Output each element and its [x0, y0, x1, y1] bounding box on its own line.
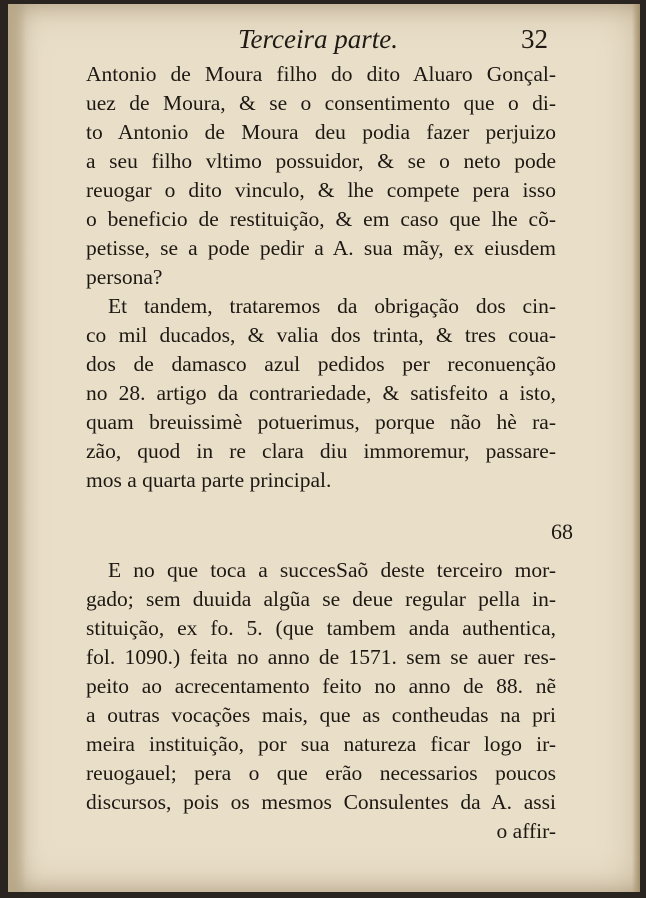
text-line: stituição, ex fo. 5. (que tambem anda authentica, — [86, 616, 556, 640]
text-line: reuogar o dito vinculo, & lhe compete pera isso — [86, 178, 556, 202]
text-line: peito ao acrecentamento feito no anno de 88. nẽ — [86, 674, 556, 698]
text-line: Antonio de Moura filho do dito Aluaro Gonçal- — [86, 62, 556, 86]
text-line: dos de damasco azul pedidos per reconuenção — [86, 352, 556, 376]
page-gutter-shadow — [8, 4, 26, 892]
text-line: zão, quod in re clara diu immoremur, passare- — [86, 439, 556, 463]
text-line: fol. 1090.) feita no anno de 1571. sem se auer res- — [86, 645, 556, 669]
text-line: quam breuissimè potuerimus, porque não hè ra- — [86, 410, 556, 434]
running-head: Terceira parte. — [238, 24, 398, 54]
text-line: a outras vocações mais, que as contheudas na pri — [86, 703, 556, 727]
page-number: 32 — [521, 24, 548, 54]
page-edge-shadow — [632, 4, 640, 892]
text-line: E no que toca a succesSaõ deste terceiro mor- — [108, 558, 556, 582]
text-line: mos a quarta parte principal. — [86, 468, 332, 492]
text-line: o beneficio de restituição, & em caso que lhe cõ- — [86, 207, 556, 231]
margin-note: 68 — [551, 519, 573, 544]
text-line: to Antonio de Moura deu podia fazer perjuizo — [86, 120, 556, 144]
text-line: uez de Moura, & se o consentimento que o di- — [86, 91, 556, 115]
text-line: gado; sem duuida algũa se deue regular pella in- — [86, 587, 556, 611]
book-page — [8, 4, 640, 892]
text-line: meira instituição, por sua natureza ficar logo ir- — [86, 732, 556, 756]
paragraph-2 — [86, 292, 556, 495]
text-line: petisse, se a pode pedir a A. sua mãy, ex eiusdem — [86, 236, 556, 260]
text-line: co mil ducados, & valia dos trinta, & tres coua- — [86, 323, 556, 347]
text-line: a seu filho vltimo possuidor, & se o neto pode — [86, 149, 556, 173]
paragraph-1 — [86, 60, 556, 292]
text-line: persona? — [86, 265, 163, 289]
text-line: discursos, pois os mesmos Consulentes da A. assi — [86, 790, 556, 814]
paragraph-3 — [86, 556, 556, 846]
page-header — [88, 24, 558, 58]
text-line: Et tandem, trataremos da obrigação dos cin- — [108, 294, 556, 318]
catchword: o affir- — [496, 819, 556, 843]
text-line: no 28. artigo da contrariedade, & satisfeito a isto, — [86, 381, 556, 405]
body-text — [86, 60, 556, 846]
text-line: reuogauel; pera o que erão necessarios poucos — [86, 761, 556, 785]
